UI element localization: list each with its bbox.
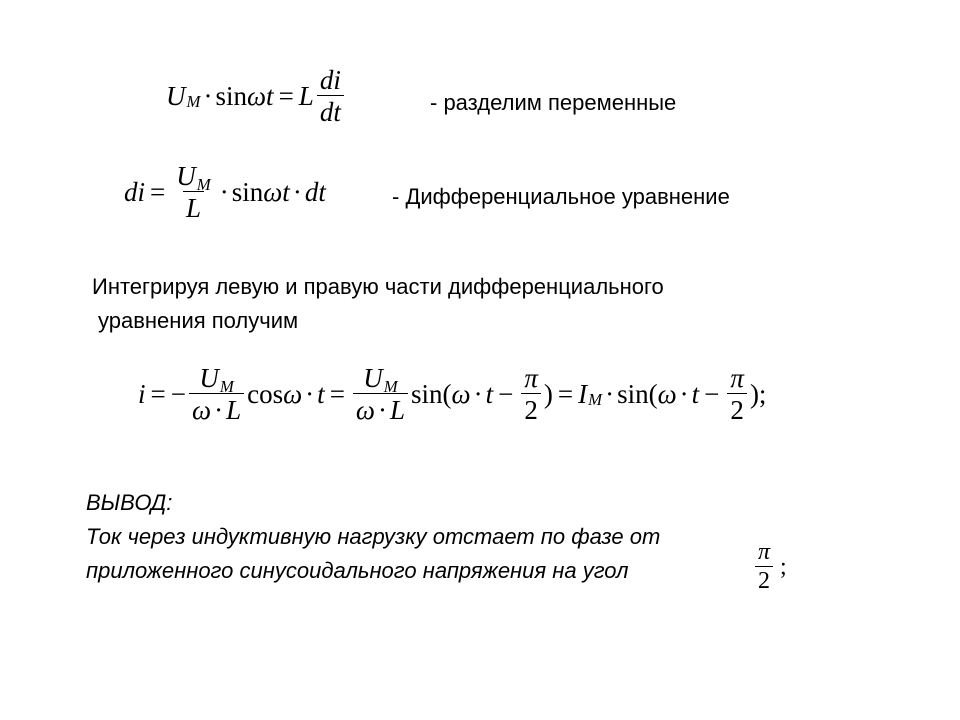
cos-function: cos — [247, 378, 284, 409]
time-symbol: t — [282, 176, 290, 207]
subscript-m: M — [196, 175, 211, 195]
fraction-numerator: di — [319, 65, 341, 95]
pi-over-two-fraction — [755, 540, 773, 594]
subscript-m: M — [588, 389, 603, 409]
minus-sign: − — [170, 378, 186, 409]
pi-symbol: π — [524, 363, 538, 393]
equation-1-caption: - разделим переменные — [430, 90, 677, 115]
conclusion-angle — [752, 540, 787, 594]
equals-sign: = — [150, 378, 166, 409]
fraction-denominator: dt — [317, 95, 344, 126]
dot-operator: · — [214, 395, 224, 426]
dot-operator: · — [605, 378, 615, 409]
amplitude-fraction — [173, 162, 213, 223]
dot-operator: · — [378, 395, 387, 426]
voltage-symbol: U — [363, 363, 383, 393]
omega-symbol: ω — [355, 395, 375, 426]
current-amplitude-symbol: I — [578, 378, 588, 409]
current-symbol: i — [138, 378, 146, 409]
equals-sign: = — [278, 80, 294, 111]
integration-text-line1: Интегрируя левую и правую части дифференциального — [92, 274, 664, 299]
voltage-symbol: U — [199, 363, 219, 393]
inductance-symbol: L — [298, 80, 314, 111]
differential-t: dt — [304, 176, 326, 207]
two-denominator: 2 — [521, 393, 541, 424]
equation-2-caption: - Дифференциальное уравнение — [392, 184, 730, 209]
equals-sign: = — [329, 378, 345, 409]
sin-function-open: sin( — [617, 378, 658, 409]
conclusion-line1: Ток через индуктивную нагрузку отстает по фазе от — [86, 524, 661, 549]
subscript-m: M — [186, 91, 201, 111]
pi-symbol: π — [758, 539, 771, 565]
omega-symbol: ω — [191, 395, 212, 426]
omega-symbol: ω — [657, 378, 677, 409]
equation-1 — [166, 66, 347, 127]
omega-symbol: ω — [246, 80, 267, 111]
equals-sign: = — [557, 378, 574, 409]
inductance-symbol: L — [226, 395, 242, 426]
time-symbol: t — [317, 378, 325, 409]
equals-sign: = — [150, 176, 166, 207]
integration-text-line2: уравнения получим — [98, 308, 299, 333]
conclusion-line2: приложенного синусоидального напряжения на угол — [86, 558, 629, 583]
time-symbol: t — [266, 80, 274, 111]
equation-3 — [138, 364, 766, 425]
omega-symbol: ω — [451, 378, 471, 409]
omega-symbol: ω — [263, 176, 283, 207]
sin-function: sin — [231, 176, 264, 207]
time-symbol: t — [485, 378, 494, 409]
close-paren: ) — [543, 378, 553, 409]
pi-over-two-fraction — [727, 364, 747, 425]
minus-sign: − — [704, 378, 720, 409]
derivative-fraction — [317, 66, 344, 127]
conclusion-heading: ВЫВОД: — [86, 490, 173, 515]
semicolon: ; — [780, 553, 787, 580]
time-symbol: t — [691, 378, 700, 409]
amplitude-fraction — [189, 364, 244, 425]
dot-operator: · — [219, 176, 229, 207]
equation-end: ); — [749, 378, 767, 409]
dot-operator: · — [473, 378, 483, 409]
omega-symbol: ω — [283, 378, 303, 409]
minus-sign: − — [498, 378, 514, 409]
voltage-symbol: U — [166, 80, 186, 111]
sin-function: sin — [215, 80, 247, 111]
two-denominator: 2 — [727, 393, 747, 424]
amplitude-fraction — [353, 364, 408, 425]
dot-operator: · — [679, 378, 689, 409]
dot-operator: · — [203, 80, 213, 111]
subscript-m: M — [219, 377, 234, 397]
voltage-symbol: U — [176, 161, 196, 191]
dot-operator: · — [305, 378, 315, 409]
two-denominator: 2 — [755, 566, 773, 594]
sin-function-open: sin( — [411, 378, 452, 409]
dot-operator: · — [292, 176, 302, 207]
pi-over-two-fraction — [521, 364, 541, 425]
subscript-m: M — [383, 377, 398, 397]
equation-2 — [124, 162, 326, 223]
inductance-symbol: L — [390, 395, 406, 426]
fraction-denominator: L — [183, 191, 204, 222]
differential-i: di — [124, 176, 146, 207]
pi-symbol: π — [730, 363, 744, 393]
